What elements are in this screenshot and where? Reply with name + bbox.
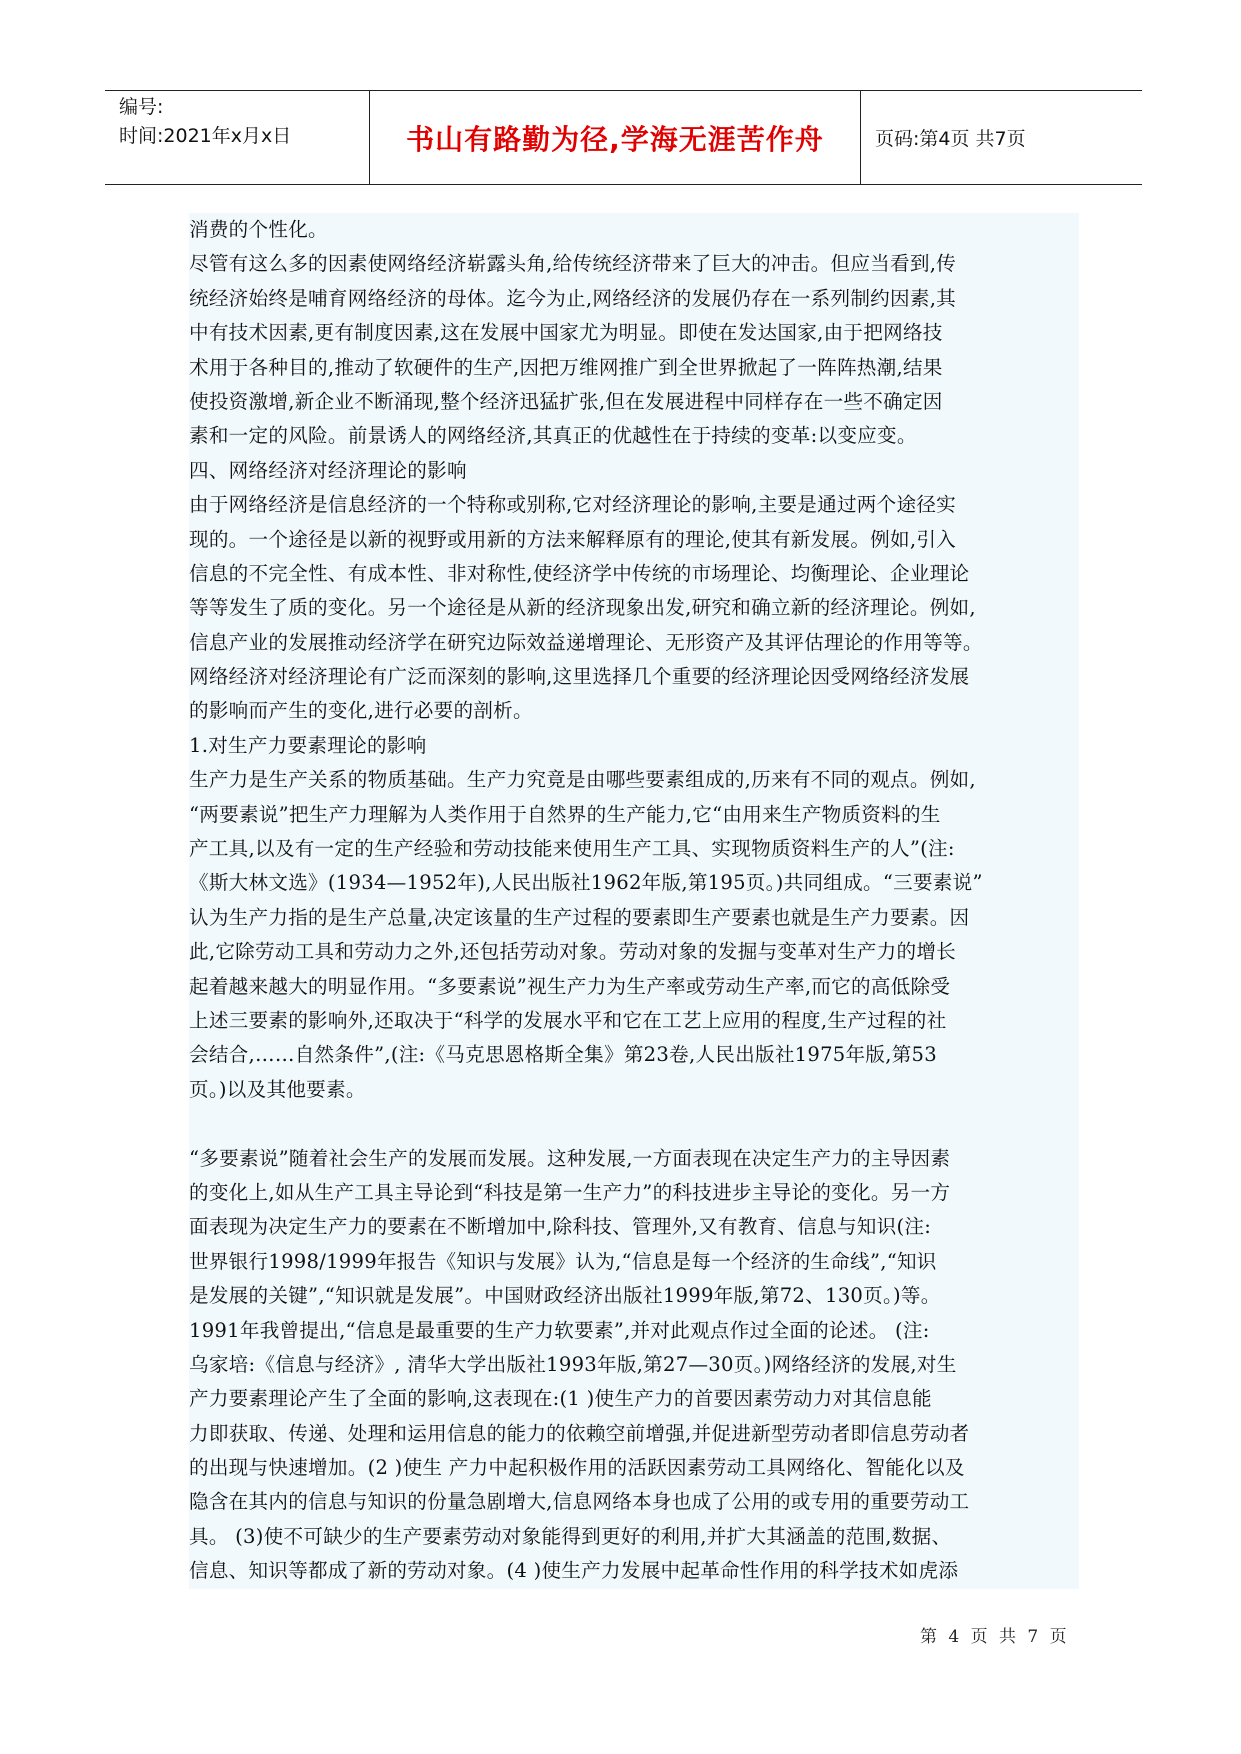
body-line: 现的。一个途径是以新的视野或用新的方法来解释原有的理论,使其有新发展。例如,引入 (189, 527, 957, 551)
body-line: 1.对生产力要素理论的影响 (189, 733, 427, 757)
body-line: 上述三要素的影响外,还取决于“科学的发展水平和它在工艺上应用的程度,生产过程的社 (189, 1008, 947, 1032)
body-line: 是发展的关键”,“知识就是发展”。中国财政经济出版社1999年版,第72、130页。)等。 (189, 1284, 941, 1308)
body-line: 中有技术因素,更有制度因素,这在发展中国家尤为明显。即使在发达国家,由于把网络技 (189, 321, 943, 345)
body-line: 认为生产力指的是生产总量,决定该量的生产过程的要素即生产要素也就是生产力要素。因 (189, 905, 970, 929)
document-body (189, 213, 1079, 1589)
page-footer: 第 4 页 共 7 页 (920, 1627, 1070, 1647)
body-line: 《斯大林文选》(1934—1952年),人民出版社1962年版,第195页。)共同组成。“三要素说” (189, 871, 983, 895)
body-line: 信息产业的发展推动经济学在研究边际效益递增理论、无形资产及其评估理论的作用等等。 (189, 630, 983, 654)
body-line: 等等发生了质的变化。另一个途径是从新的经济现象出发,研究和确立新的经济理论。例如, (189, 596, 976, 620)
body-line: 生产力是生产关系的物质基础。生产力究竟是由哪些要素组成的,历来有不同的观点。例如, (189, 768, 976, 792)
body-line: 乌家培:《信息与经济》, 清华大学出版社1993年版,第27—30页。)网络经济的发展,对生 (189, 1352, 957, 1376)
body-line: 信息、知识等都成了新的劳动对象。(4 )使生产力发展中起革命性作用的科学技术如虎添 (189, 1559, 959, 1583)
body-line: 隐含在其内的信息与知识的份量急剧增大,信息网络本身也成了公用的或专用的重要劳动工 (189, 1490, 970, 1514)
body-line: 统经济始终是哺育网络经济的母体。迄今为止,网络经济的发展仍存在一系列制约因素,其 (189, 286, 957, 310)
body-line: 四、网络经济对经济理论的影响 (189, 458, 467, 482)
body-line: 世界银行1998/1999年报告《知识与发展》认为,“信息是每一个经济的生命线”,“知识 (189, 1249, 937, 1273)
document-number-label: 编号: (119, 96, 164, 118)
body-line: 面表现为决定生产力的要素在不断增加中,除科技、管理外,又有教育、信息与知识(注: (189, 1215, 932, 1239)
document-time-label: 时间:2021年x月x日 (119, 125, 292, 147)
body-line: 的变化上,如从生产工具主导论到“科技是第一生产力”的科技进步主导论的变化。另一方 (189, 1180, 951, 1204)
body-line: 信息的不完全性、有成本性、非对称性,使经济学中传统的市场理论、均衡理论、企业理论 (189, 561, 970, 585)
body-line: 力即获取、传递、处理和运用信息的能力的依赖空前增强,并促进新型劳动者即信息劳动者 (189, 1421, 970, 1445)
header-meta (105, 91, 370, 184)
body-line: 起着越来越大的明显作用。“多要素说”视生产力为生产率或劳动生产率,而它的高低除受 (189, 974, 951, 998)
body-line: 由于网络经济是信息经济的一个特称或别称,它对经济理论的影响,主要是通过两个途径实 (189, 493, 957, 517)
body-line (189, 1107, 1079, 1141)
body-line: 会结合,……自然条件”,(注:《马克思恩格斯全集》第23卷,人民出版社1975年版,第53 (189, 1043, 937, 1067)
body-line: 的影响而产生的变化,进行必要的剖析。 (189, 699, 533, 723)
body-line: 使投资激增,新企业不断涌现,整个经济迅猛扩张,但在发展进程中同样存在一些不确定因 (189, 389, 943, 413)
body-line: 1991年我曾提出,“信息是最重要的生产力软要素”,并对此观点作过全面的论述。 (注: (189, 1318, 930, 1342)
header-motto: 书山有路勤为径,学海无涯苦作舟 (370, 91, 861, 184)
body-line: 术用于各种目的,推动了软硬件的生产,因把万维网推广到全世界掀起了一阵阵热潮,结果 (189, 355, 943, 379)
body-line: 的出现与快速增加。(2 )使生 产力中起积极作用的活跃因素劳动工具网络化、智能化以及 (189, 1456, 965, 1480)
body-line: 此,它除劳动工具和劳动力之外,还包括劳动对象。劳动对象的发掘与变革对生产力的增长 (189, 940, 957, 964)
body-line: 产力要素理论产生了全面的影响,这表现在:(1 )使生产力的首要因素劳动力对其信息能 (189, 1387, 932, 1411)
body-line: 素和一定的风险。前景诱人的网络经济,其真正的优越性在于持续的变革:以变应变。 (189, 424, 917, 448)
body-line: 产工具,以及有一定的生产经验和劳动技能来使用生产工具、实现物质资料生产的人”(注: (189, 837, 955, 861)
header-page-label: 页码:第4页 共7页 (875, 128, 1026, 150)
body-line: “两要素说”把生产力理解为人类作用于自然界的生产能力,它“由用来生产物质资料的生 (189, 802, 941, 826)
body-line: “多要素说”随着社会生产的发展而发展。这种发展,一方面表现在决定生产力的主导因素 (189, 1146, 951, 1170)
body-line: 具。 (3)使不可缺少的生产要素劳动对象能得到更好的利用,并扩大其涵盖的范围,数据、 (189, 1524, 952, 1548)
body-line: 网络经济对经济理论有广泛而深刻的影响,这里选择几个重要的经济理论因受网络经济发展 (189, 665, 970, 689)
body-line: 尽管有这么多的因素使网络经济崭露头角,给传统经济带来了巨大的冲击。但应当看到,传 (189, 252, 957, 276)
body-line: 页。)以及其他要素。 (189, 1077, 366, 1101)
body-line: 消费的个性化。 (189, 218, 328, 241)
page-header (105, 90, 1142, 185)
